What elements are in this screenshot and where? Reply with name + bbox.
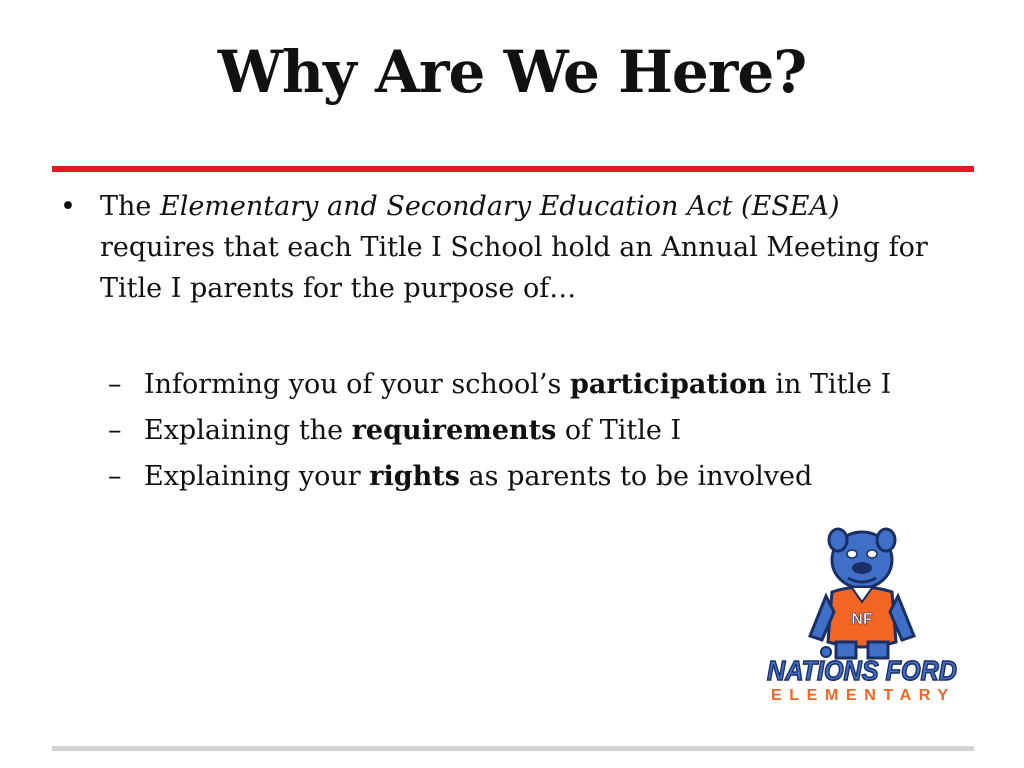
logo-shirt-text: NF [851, 611, 873, 628]
footer-divider [52, 746, 974, 751]
title-divider [52, 166, 974, 172]
sub-bullet [108, 408, 988, 454]
sub-bullet [108, 454, 988, 500]
act-name: Elementary and Secondary Education Act (ESEA) [159, 191, 840, 222]
dash-icon: – [108, 369, 122, 400]
sub-text-before: Explaining your [144, 461, 361, 492]
bullet-lead: The [100, 191, 152, 222]
bullet-dot: • [60, 191, 76, 222]
sub-emphasis: participation [569, 369, 767, 400]
dash-icon: – [108, 461, 122, 492]
sub-emphasis: requirements [351, 415, 557, 446]
bullet-text [100, 186, 960, 309]
school-logo [764, 524, 960, 704]
dash-icon: – [108, 415, 122, 446]
sub-bullet-list [108, 362, 988, 500]
logo-top-text: NATIONS FORD [767, 655, 957, 686]
sub-text-after: as parents to be involved [468, 461, 813, 492]
logo-bottom-text: ELEMENTARY [771, 687, 953, 704]
main-bullet [60, 186, 960, 309]
sub-text-before: Explaining the [144, 415, 344, 446]
bulldog-mascot-icon [810, 529, 914, 658]
sub-bullet [108, 362, 988, 408]
bullet-rest: requires that each Title I School hold an Annual Meeting for Title I parents for the purpose of… [100, 232, 928, 304]
sub-text-after: in Title I [775, 369, 892, 400]
slide-title: Why Are We Here? [217, 38, 807, 106]
sub-text-before: Informing you of your school’s [144, 369, 562, 400]
sub-emphasis: rights [369, 461, 460, 492]
sub-text-after: of Title I [564, 415, 682, 446]
